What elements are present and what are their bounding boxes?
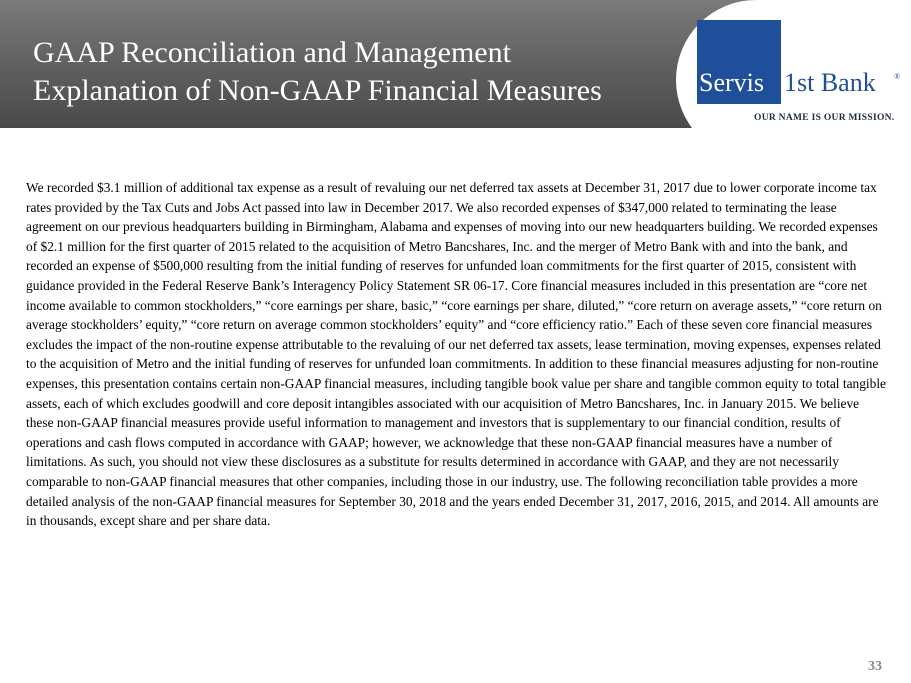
title-line-2: Explanation of Non-GAAP Financial Measures	[33, 74, 602, 107]
logo-word-1st-bank: 1st Bank	[784, 68, 876, 97]
logo-tagline: OUR NAME IS OUR MISSION.	[754, 113, 895, 123]
logo-word-servis: Servis	[699, 68, 764, 97]
logo-registered-mark: ®	[894, 72, 901, 81]
body-paragraph: We recorded $3.1 million of additional tax expense as a result of revaluing our net deferred tax assets at December 31, 2017 due to lower corporate income tax rates provided by the Tax Cuts and Jobs Act passed into law in December 2017. We also recorded expenses of $347,000 related to terminating the lease agreement on our previous headquarters building in Birmingham, Alabama and expenses of moving into our new headquarters building. We recorded expenses of $2.1 million for the first quarter of 2015 related to the acquisition of Metro Bancshares, Inc. and the merger of Metro Bank with and into the bank, and recorded an expense of $500,000 resulting from the initial funding of reserves for unfunded loan commitments for the first quarter of 2015, consistent with guidance provided in the Federal Reserve Bank’s Interagency Policy Statement SR 06-17. Core financial measures included in this presentation are “core net income available to common stockholders,” “core earnings per share, basic,” “core earnings per share, diluted,” “core return on average assets,” “core return on average stockholders’ equity,” “core return on average common stockholders’ equity” and “core efficiency ratio.” Each of these seven core financial measures excludes the impact of the non-routine expense attributable to the revaluing of our net deferred tax assets, lease termination, moving expenses, expenses related to the acquisition of Metro and the initial funding of reserves for unfunded loan commitments. In addition to these financial measures adjusting for non-routine expenses, this presentation contains certain non-GAAP financial measures, including tangible book value per share and tangible common equity to total tangible assets, each of which excludes goodwill and core deposit intangibles associated with our acquisition of Metro Bancshares, Inc. in January 2015. We believe these non-GAAP financial measures provide useful information to management and investors that is supplementary to our financial condition, results of operations and cash flows computed in accordance with GAAP; however, we acknowledge that these non-GAAP financial measures have a number of limitations. As such, you should not view these disclosures as a substitute for results determined in accordance with GAAP, and they are not necessarily comparable to non-GAAP financial measures that other companies, including those in our industry, use. The following reconciliation table provides a more detailed analysis of the non-GAAP financial measures for September 30, 2018 and the years ended December 31, 2017, 2016, 2015, and 2014. All amounts are in thousands, except share and per share data.	[26, 180, 886, 529]
page-title	[33, 34, 602, 110]
title-line-1: GAAP Reconciliation and Management	[33, 36, 511, 69]
page-number: 33	[868, 659, 882, 674]
